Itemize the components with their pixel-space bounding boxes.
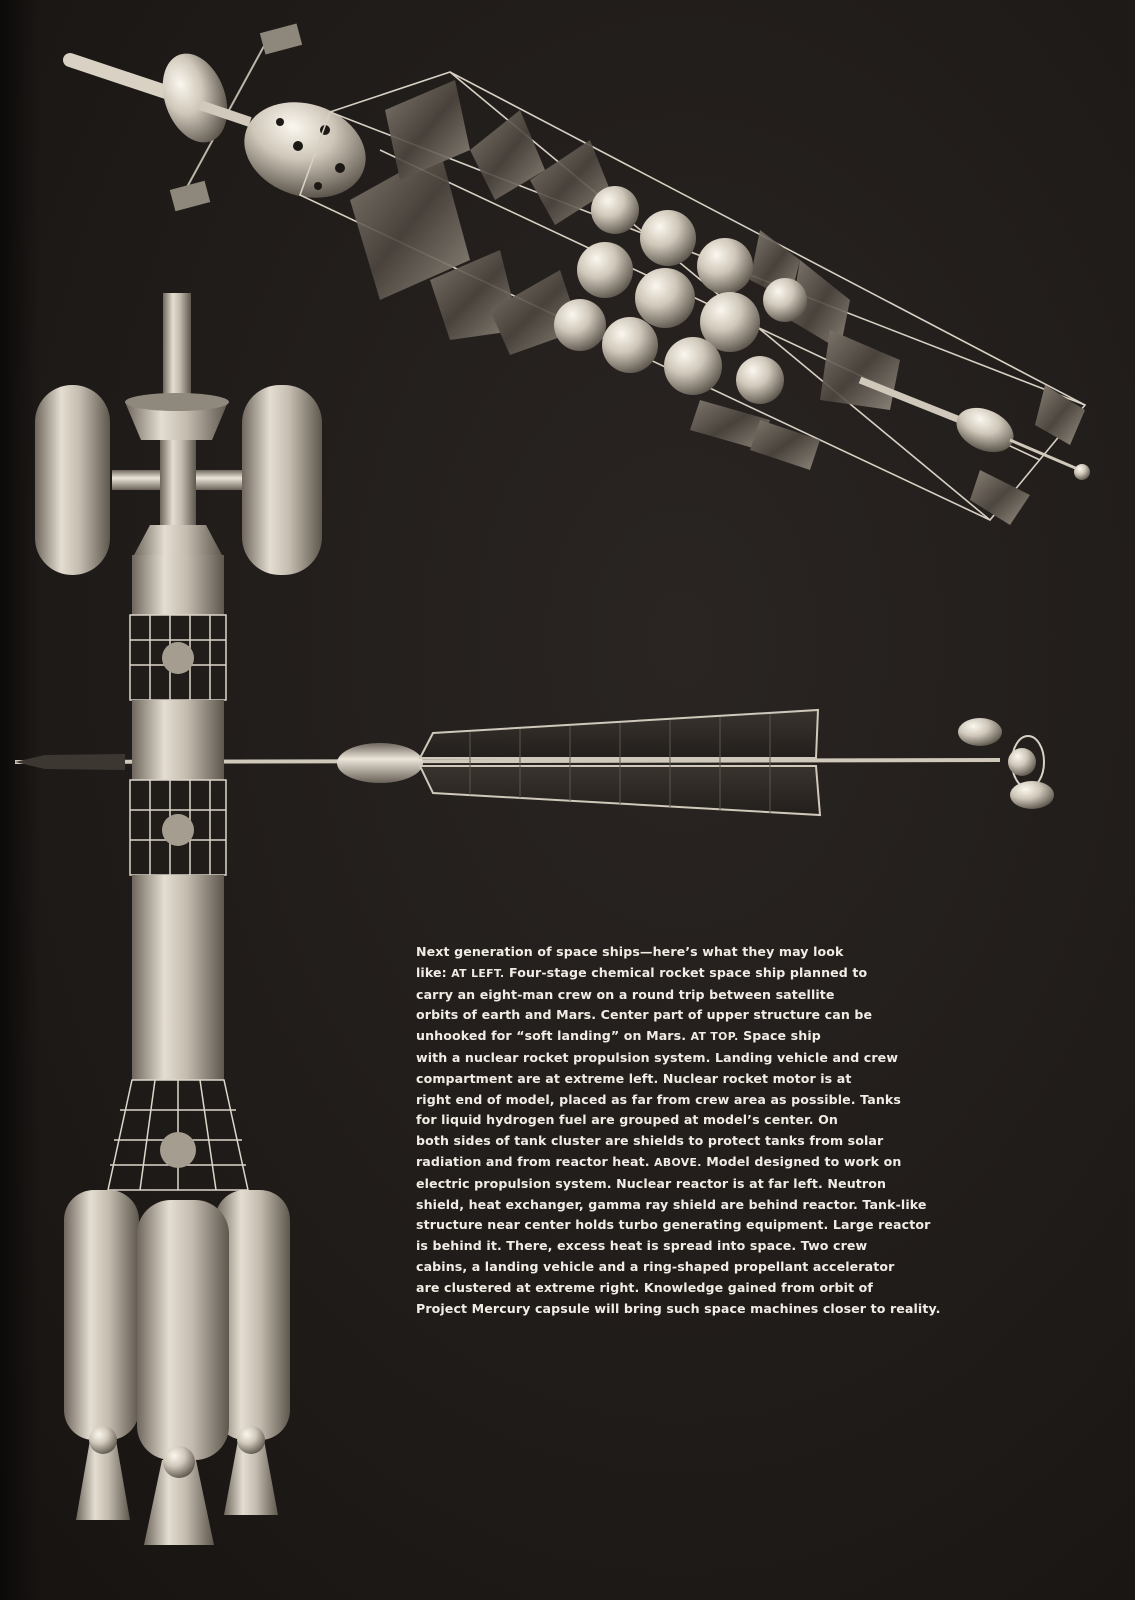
caption-line [416,1090,916,1111]
caption-text: radiation and from reactor heat. [416,1153,655,1169]
caption-text: both sides of tank cluster are shields to protect tanks from solar [416,1133,884,1149]
interstage-truss [108,1080,248,1190]
nuclear-ship-nose [70,23,378,212]
caption-line [416,1215,931,1236]
crew-stage-cage-lower [130,780,226,875]
caption-text: like: [416,964,452,980]
caption-line [416,1236,916,1257]
caption-text: carry an eight-man crew on a round trip between satellite [416,986,835,1002]
caption-line [416,1069,916,1090]
crew-cabins-cluster [958,718,1054,809]
caption-line [416,1005,916,1026]
caption-line [416,1152,916,1174]
caption-line [416,942,916,963]
caption-text: shield, heat exchanger, gamma ray shield are behind reactor. Tank-like [416,1196,927,1212]
caption-text: Next generation of space ships—here’s what they may look [416,944,844,959]
caption-text: structure near center holds turbo generating equipment. Large reactor [416,1217,931,1233]
caption-text: are clustered at extreme right. Knowledge gained from orbit of [416,1279,874,1295]
caption-line [416,1048,916,1069]
caption-line [416,1110,916,1131]
caption-line [416,1278,916,1299]
caption-text: is behind it. There, excess heat is spread into space. Two crew [416,1238,868,1254]
caption-text: Space ship [738,1028,821,1044]
caption-line [416,1299,941,1320]
caption-text: Project Mercury capsule will bring such space machines closer to reality. [416,1300,941,1316]
caption-text: electric propulsion system. Nuclear reactor is at far left. Neutron [416,1175,887,1191]
caption-text: unhooked for “soft landing” on Mars. [416,1028,691,1044]
caption-line [416,1131,916,1152]
landing-pod-right [242,385,322,575]
caption-line [416,1026,916,1048]
caption-text: Model designed to work on [701,1153,902,1169]
photo-caption [416,942,941,1319]
caption-line [416,1257,916,1278]
caption-text: orbits of earth and Mars. Center part of upper structure can be [416,1007,873,1023]
caption-text: with a nuclear rocket propulsion system. Landing vehicle and crew [416,1049,899,1065]
caption-line [416,985,916,1006]
nuclear-rocket-ship-model [70,23,1090,525]
turbo-generator-tank [337,743,423,783]
landing-pod-left [35,385,110,575]
caption-section-label: AT LEFT. [451,966,505,980]
hydrogen-tank-cluster [554,186,807,404]
caption-line [416,963,916,985]
caption-line [416,1174,916,1195]
caption-section-label: AT TOP. [690,1030,739,1044]
caption-text: cabins, a landing vehicle and a ring-shaped propellant accelerator [416,1258,895,1274]
caption-text: compartment are at extreme left. Nuclear rocket motor is at [416,1070,852,1086]
chemical-rocket-ship-model [35,293,322,1545]
caption-line [416,1195,927,1216]
caption-section-label: ABOVE. [654,1155,702,1169]
caption-text: Four-stage chemical rocket space ship planned to [504,964,868,980]
caption-text: for liquid hydrogen fuel are grouped at model’s center. On [416,1112,838,1128]
nuclear-rocket-motor [860,380,1090,525]
crew-stage-cage-upper [130,615,226,700]
booster-tanks [64,1190,290,1460]
caption-text: right end of model, placed as far from crew area as possible. Tanks [416,1091,901,1107]
